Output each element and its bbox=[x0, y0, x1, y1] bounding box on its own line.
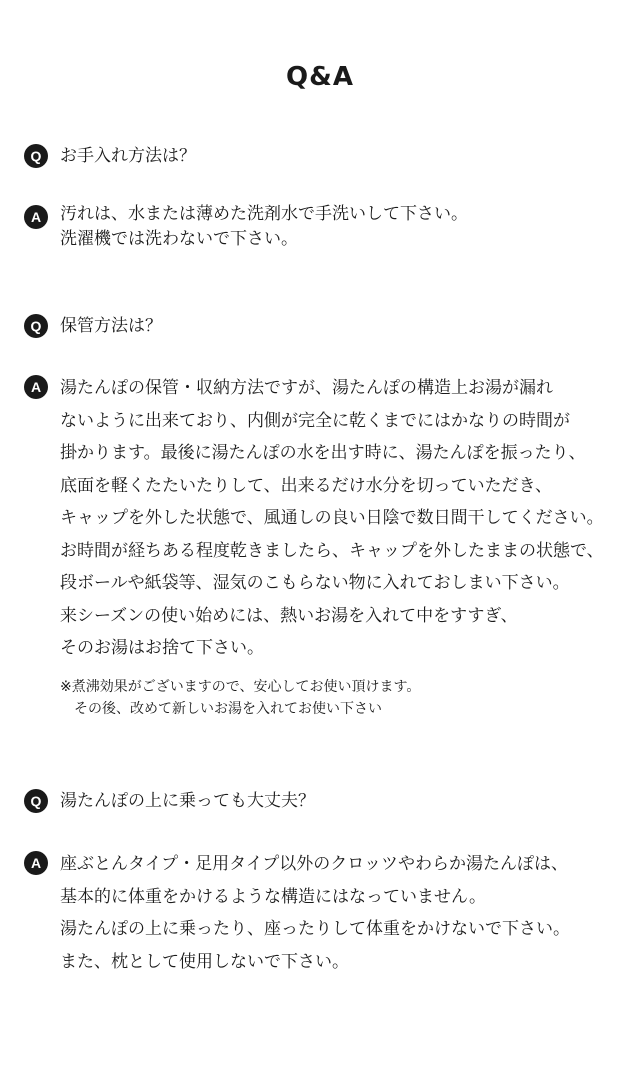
question-badge-icon: Q bbox=[24, 314, 48, 338]
answer-text bbox=[60, 372, 604, 665]
answer-line: また、枕として使用しないで下さい。 bbox=[60, 951, 349, 972]
answer-line: ないように出来ており、内側が完全に乾くまでにはかなりの時間が bbox=[60, 410, 570, 431]
answer-line: そのお湯はお捨て下さい。 bbox=[60, 638, 264, 658]
note-line: ※煮沸効果がございますので、安心してお使い頂けます。 bbox=[60, 679, 421, 695]
answer-line: 段ボールや紙袋等、湿気のこもらない物に入れておしまい下さい。 bbox=[60, 573, 570, 593]
answer-badge-icon: A bbox=[24, 205, 48, 229]
page-title: Q&A bbox=[286, 62, 354, 92]
answer-line: キャップを外した状態で、風通しの良い日陰で数日間干してください。 bbox=[60, 508, 604, 528]
answer-line: 湯たんぽの保管・収納方法ですが、湯たんぽの構造上お湯が漏れ bbox=[60, 378, 553, 398]
question-text: お手入れ方法は？ bbox=[60, 146, 196, 166]
answer-line: 座ぶとんタイプ・足用タイプ以外のクロッツやわらか湯たんぽは、 bbox=[60, 854, 568, 874]
note-line: その後、改めて新しいお湯を入れてお使い下さい bbox=[60, 701, 382, 717]
answer-line: 洗濯機では洗わないで下さい。 bbox=[60, 229, 298, 249]
answer-badge-icon: A bbox=[24, 375, 48, 399]
answer-badge-icon: A bbox=[24, 851, 48, 875]
answer-line: 掛かります。最後に湯たんぽの水を出す時に、湯たんぽを振ったり、 bbox=[60, 443, 586, 463]
question-text: 保管方法は？ bbox=[60, 316, 162, 336]
answer-line: 来シーズンの使い始めには、熱いお湯を入れて中をすすぎ、 bbox=[60, 605, 518, 626]
answer-note bbox=[60, 676, 420, 720]
question-text: 湯たんぽの上に乗っても大丈夫？ bbox=[60, 791, 315, 811]
answer-line: 湯たんぽの上に乗ったり、座ったりして体重をかけないで下さい。 bbox=[60, 919, 570, 939]
answer-line: 汚れは、水または薄めた洗剤水で手洗いして下さい。 bbox=[60, 204, 468, 224]
answer-text bbox=[60, 202, 468, 252]
question-badge-icon: Q bbox=[24, 144, 48, 168]
answer-line: 基本的に体重をかけるような構造にはなっていません。 bbox=[60, 886, 487, 907]
answer-line: 底面を軽くたたいたりして、出来るだけ水分を切っていただき、 bbox=[60, 475, 552, 496]
answer-line: お時間が経ちある程度乾きましたら、キャップを外したままの状態で、 bbox=[60, 540, 604, 561]
question-badge-icon: Q bbox=[24, 789, 48, 813]
answer-text bbox=[60, 848, 570, 978]
